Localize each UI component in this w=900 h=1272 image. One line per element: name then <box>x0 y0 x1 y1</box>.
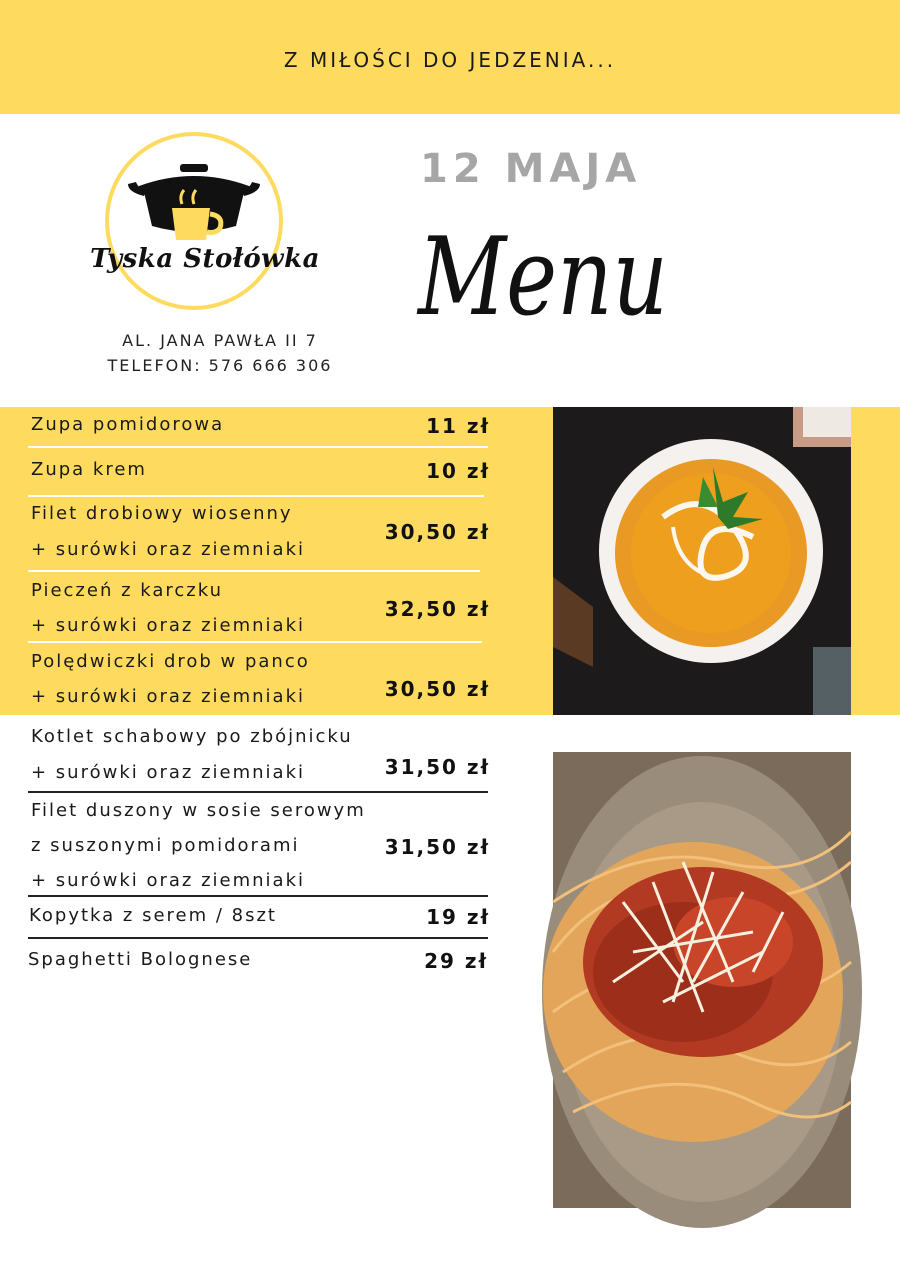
menu-item-name: Pieczeń z karczku <box>31 580 224 601</box>
menu-item <box>28 726 490 788</box>
menu-item <box>28 800 490 896</box>
menu-item-name: Zupa pomidorowa <box>31 414 225 435</box>
menu-item-note: + surówki oraz ziemniaki <box>31 686 306 707</box>
menu-item-name: Filet drobiowy wiosenny <box>31 503 293 524</box>
menu-item-price: 10 zł <box>426 459 490 483</box>
menu-item <box>28 905 490 931</box>
menu-item-name: Spaghetti Bolognese <box>28 949 253 970</box>
spaghetti-photo <box>553 752 851 1208</box>
menu-date: 12 MAJA <box>420 146 642 192</box>
menu-item-price: 29 zł <box>424 949 488 973</box>
brand-name: Tyska Stołówka <box>90 244 320 274</box>
menu-item <box>28 459 490 485</box>
menu-script-title <box>412 196 682 381</box>
menu-item <box>28 503 490 565</box>
divider <box>28 495 484 497</box>
menu-item <box>28 580 490 642</box>
menu-item-name: Kotlet schabowy po zbójnicku <box>31 726 353 747</box>
menu-item <box>28 651 490 713</box>
divider <box>28 791 488 793</box>
address: AL. JANA PAWŁA II 7 <box>122 331 318 350</box>
menu-item-note: + surówki oraz ziemniaki <box>31 539 306 560</box>
divider <box>28 641 482 643</box>
menu-item-name: Polędwiczki drob w panco <box>31 651 310 672</box>
menu-item-note: + surówki oraz ziemniaki <box>31 615 306 636</box>
menu-item-price: 30,50 zł <box>384 677 490 701</box>
divider <box>28 937 488 939</box>
menu-item-price: 31,50 zł <box>384 755 490 779</box>
divider <box>28 446 488 448</box>
menu-item <box>28 414 490 440</box>
divider <box>28 895 488 897</box>
menu-script-text: Menu <box>416 215 668 340</box>
menu-item-price: 11 zł <box>426 414 490 438</box>
menu-item <box>28 949 490 975</box>
menu-item-note: + surówki oraz ziemniaki <box>31 870 306 891</box>
menu-item-name: Filet duszony w sosie serowym <box>31 800 366 821</box>
menu-item-note: z suszonymi pomidorami <box>31 835 300 856</box>
menu-item-name: Kopytka z serem / 8szt <box>29 905 277 926</box>
menu-item-price: 31,50 zł <box>384 835 490 859</box>
logo-pot-icon <box>84 126 324 316</box>
menu-item-price: 30,50 zł <box>384 520 490 544</box>
menu-item-note: + surówki oraz ziemniaki <box>31 762 306 783</box>
tagline: Z MIŁOŚCI DO JEDZENIA... <box>283 48 617 72</box>
menu-item-name: Zupa krem <box>31 459 147 480</box>
phone-number: TELEFON: 576 666 306 <box>107 356 333 375</box>
soup-photo <box>553 407 851 715</box>
divider <box>28 570 480 572</box>
menu-item-price: 32,50 zł <box>384 597 490 621</box>
menu-item-price: 19 zł <box>426 905 490 929</box>
